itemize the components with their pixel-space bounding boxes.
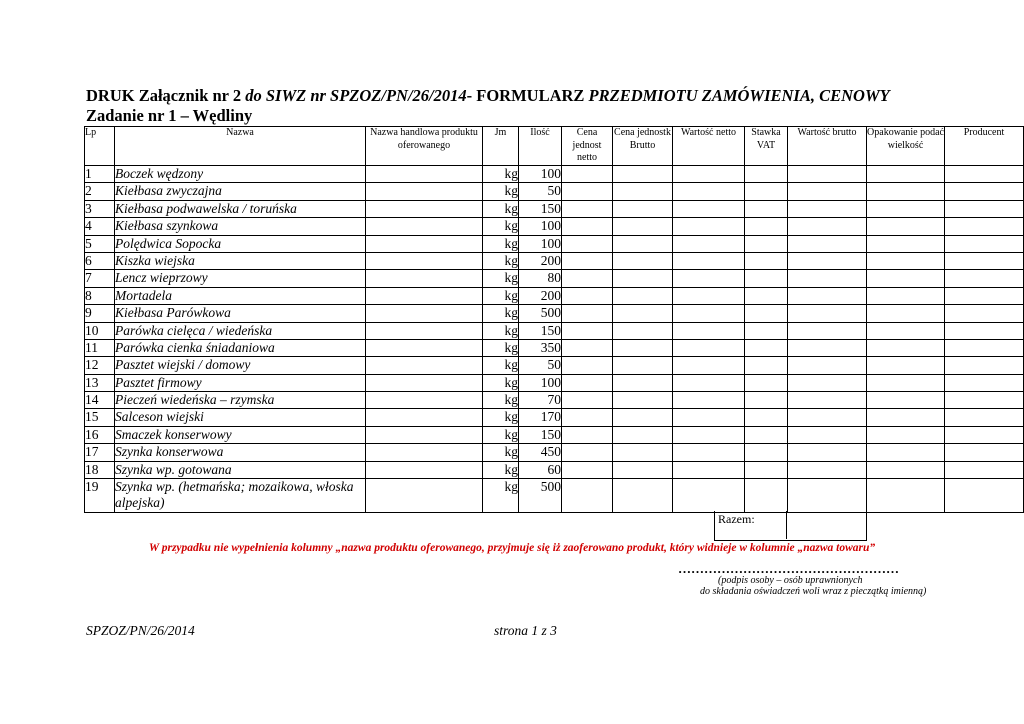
quantity: 150 bbox=[519, 426, 562, 443]
offered-product-cell[interactable] bbox=[366, 305, 483, 322]
price-input-cell[interactable] bbox=[562, 183, 613, 200]
price-input-cell[interactable] bbox=[745, 479, 788, 513]
quantity: 60 bbox=[519, 461, 562, 478]
price-input-cell[interactable] bbox=[745, 252, 788, 269]
price-input-cell[interactable] bbox=[562, 218, 613, 235]
price-input-cell[interactable] bbox=[788, 305, 867, 322]
price-input-cell[interactable] bbox=[945, 374, 1024, 391]
price-input-cell[interactable] bbox=[867, 357, 945, 374]
signature-caption-2: do składania oświadczeń woli wraz z pieczątką imienną) bbox=[700, 586, 927, 597]
offered-product-cell[interactable] bbox=[366, 200, 483, 217]
price-input-cell[interactable] bbox=[745, 322, 788, 339]
table-row bbox=[85, 426, 1024, 443]
price-input-cell[interactable] bbox=[673, 183, 745, 200]
price-input-cell[interactable] bbox=[562, 461, 613, 478]
table-row bbox=[85, 461, 1024, 478]
price-input-cell[interactable] bbox=[788, 218, 867, 235]
product-name: Szynka wp. gotowana bbox=[115, 461, 366, 478]
price-input-cell[interactable] bbox=[673, 200, 745, 217]
unit: kg bbox=[483, 461, 519, 478]
quantity: 50 bbox=[519, 357, 562, 374]
column-header: Stawka VAT bbox=[745, 127, 788, 166]
row-number: 7 bbox=[85, 270, 115, 287]
column-header: Opakowanie podać wielkość bbox=[867, 127, 945, 166]
price-input-cell[interactable] bbox=[945, 200, 1024, 217]
table-row bbox=[85, 287, 1024, 304]
unit: kg bbox=[483, 270, 519, 287]
unit: kg bbox=[483, 409, 519, 426]
quantity: 450 bbox=[519, 444, 562, 461]
product-name: Kiełbasa zwyczajna bbox=[115, 183, 366, 200]
price-input-cell[interactable] bbox=[562, 339, 613, 356]
quantity: 170 bbox=[519, 409, 562, 426]
row-number: 10 bbox=[85, 322, 115, 339]
price-input-cell[interactable] bbox=[788, 357, 867, 374]
price-input-cell[interactable] bbox=[613, 461, 673, 478]
price-input-cell[interactable] bbox=[788, 287, 867, 304]
price-input-cell[interactable] bbox=[788, 270, 867, 287]
unit: kg bbox=[483, 218, 519, 235]
price-input-cell[interactable] bbox=[867, 252, 945, 269]
row-number: 19 bbox=[85, 479, 115, 513]
unit: kg bbox=[483, 392, 519, 409]
price-input-cell[interactable] bbox=[788, 183, 867, 200]
price-input-cell[interactable] bbox=[945, 287, 1024, 304]
price-input-cell[interactable] bbox=[745, 444, 788, 461]
price-input-cell[interactable] bbox=[673, 270, 745, 287]
quantity: 500 bbox=[519, 305, 562, 322]
row-number: 9 bbox=[85, 305, 115, 322]
price-input-cell[interactable] bbox=[745, 305, 788, 322]
table-row bbox=[85, 183, 1024, 200]
price-input-cell[interactable] bbox=[562, 305, 613, 322]
quantity: 350 bbox=[519, 339, 562, 356]
price-input-cell[interactable] bbox=[788, 166, 867, 183]
unit: kg bbox=[483, 200, 519, 217]
price-input-cell[interactable] bbox=[788, 392, 867, 409]
title-prefix: DRUK Załącznik nr 2 bbox=[86, 86, 246, 105]
price-input-cell[interactable] bbox=[945, 479, 1024, 513]
price-input-cell[interactable] bbox=[867, 426, 945, 443]
price-input-cell[interactable] bbox=[562, 374, 613, 391]
column-header: Cena jednost netto bbox=[562, 127, 613, 166]
quantity: 100 bbox=[519, 166, 562, 183]
price-input-cell[interactable] bbox=[673, 479, 745, 513]
title-subject: PRZEDMIOTU ZAMÓWIENIA, CENOWY bbox=[588, 86, 890, 105]
price-input-cell[interactable] bbox=[562, 444, 613, 461]
price-input-cell[interactable] bbox=[673, 339, 745, 356]
price-input-cell[interactable] bbox=[745, 339, 788, 356]
offered-product-cell[interactable] bbox=[366, 287, 483, 304]
price-input-cell[interactable] bbox=[788, 322, 867, 339]
price-input-cell[interactable] bbox=[613, 218, 673, 235]
product-name: Szynka konserwowa bbox=[115, 444, 366, 461]
column-header: Jm bbox=[483, 127, 519, 166]
product-name: Pieczeń wiedeńska – rzymska bbox=[115, 392, 366, 409]
row-number: 1 bbox=[85, 166, 115, 183]
price-input-cell[interactable] bbox=[867, 392, 945, 409]
table-row bbox=[85, 479, 1024, 513]
price-input-cell[interactable] bbox=[673, 235, 745, 252]
unit: kg bbox=[483, 305, 519, 322]
row-number: 14 bbox=[85, 392, 115, 409]
product-name: Parówka cielęca / wiedeńska bbox=[115, 322, 366, 339]
table-row bbox=[85, 252, 1024, 269]
unit: kg bbox=[483, 357, 519, 374]
product-name: Mortadela bbox=[115, 287, 366, 304]
footer-reference: SPZOZ/PN/26/2014 bbox=[86, 623, 195, 638]
row-number: 2 bbox=[85, 183, 115, 200]
price-input-cell[interactable] bbox=[745, 374, 788, 391]
price-input-cell[interactable] bbox=[788, 409, 867, 426]
offered-product-cell[interactable] bbox=[366, 392, 483, 409]
price-input-cell[interactable] bbox=[867, 322, 945, 339]
signature-caption-1: (podpis osoby – osób uprawnionych bbox=[718, 575, 863, 586]
price-input-cell[interactable] bbox=[745, 183, 788, 200]
price-input-cell[interactable] bbox=[613, 444, 673, 461]
price-input-cell[interactable] bbox=[613, 305, 673, 322]
table-header-row bbox=[85, 127, 1024, 166]
price-input-cell[interactable] bbox=[562, 252, 613, 269]
unit: kg bbox=[483, 479, 519, 513]
unit: kg bbox=[483, 287, 519, 304]
price-input-cell[interactable] bbox=[867, 218, 945, 235]
product-name: Szynka wp. (hetmańska; mozaikowa, włoska alpejska) bbox=[115, 479, 366, 513]
price-input-cell[interactable] bbox=[745, 426, 788, 443]
offered-product-cell[interactable] bbox=[366, 322, 483, 339]
price-input-cell[interactable] bbox=[788, 374, 867, 391]
price-input-cell[interactable] bbox=[945, 461, 1024, 478]
total-box bbox=[714, 511, 867, 541]
product-name: Kiełbasa Parówkowa bbox=[115, 305, 366, 322]
offered-product-cell[interactable] bbox=[366, 339, 483, 356]
price-input-cell[interactable] bbox=[745, 166, 788, 183]
price-input-cell[interactable] bbox=[613, 357, 673, 374]
offered-product-cell[interactable] bbox=[366, 444, 483, 461]
row-number: 6 bbox=[85, 252, 115, 269]
price-input-cell[interactable] bbox=[613, 235, 673, 252]
price-input-cell[interactable] bbox=[788, 479, 867, 513]
price-input-cell[interactable] bbox=[788, 235, 867, 252]
row-number: 12 bbox=[85, 357, 115, 374]
price-input-cell[interactable] bbox=[745, 235, 788, 252]
price-input-cell[interactable] bbox=[945, 392, 1024, 409]
price-input-cell[interactable] bbox=[673, 357, 745, 374]
price-input-cell[interactable] bbox=[745, 287, 788, 304]
price-input-cell[interactable] bbox=[673, 444, 745, 461]
price-input-cell[interactable] bbox=[613, 270, 673, 287]
row-number: 4 bbox=[85, 218, 115, 235]
offered-product-cell[interactable] bbox=[366, 252, 483, 269]
unit: kg bbox=[483, 426, 519, 443]
product-name: Kiełbasa szynkowa bbox=[115, 218, 366, 235]
product-name: Lencz wieprzowy bbox=[115, 270, 366, 287]
quantity: 500 bbox=[519, 479, 562, 513]
price-input-cell[interactable] bbox=[745, 357, 788, 374]
quantity: 200 bbox=[519, 252, 562, 269]
price-input-cell[interactable] bbox=[945, 322, 1024, 339]
table-row bbox=[85, 339, 1024, 356]
price-input-cell[interactable] bbox=[673, 409, 745, 426]
price-input-cell[interactable] bbox=[613, 166, 673, 183]
title-form: - FORMULARZ bbox=[466, 86, 589, 105]
price-input-cell[interactable] bbox=[788, 339, 867, 356]
price-input-cell[interactable] bbox=[745, 409, 788, 426]
unit: kg bbox=[483, 444, 519, 461]
offered-product-cell[interactable] bbox=[366, 183, 483, 200]
price-input-cell[interactable] bbox=[867, 235, 945, 252]
row-number: 11 bbox=[85, 339, 115, 356]
unit: kg bbox=[483, 235, 519, 252]
table-row bbox=[85, 374, 1024, 391]
price-input-cell[interactable] bbox=[562, 270, 613, 287]
row-number: 18 bbox=[85, 461, 115, 478]
price-input-cell[interactable] bbox=[945, 183, 1024, 200]
price-input-cell[interactable] bbox=[613, 322, 673, 339]
price-input-cell[interactable] bbox=[745, 392, 788, 409]
price-input-cell[interactable] bbox=[867, 409, 945, 426]
row-number: 17 bbox=[85, 444, 115, 461]
quantity: 70 bbox=[519, 392, 562, 409]
unit: kg bbox=[483, 339, 519, 356]
table-row bbox=[85, 270, 1024, 287]
column-header: Cena jednostk Brutto bbox=[613, 127, 673, 166]
price-input-cell[interactable] bbox=[867, 479, 945, 513]
page-title bbox=[86, 86, 1016, 106]
price-input-cell[interactable] bbox=[673, 426, 745, 443]
price-input-cell[interactable] bbox=[867, 183, 945, 200]
product-name: Kiszka wiejska bbox=[115, 252, 366, 269]
offered-product-cell[interactable] bbox=[366, 409, 483, 426]
quantity: 50 bbox=[519, 183, 562, 200]
price-input-cell[interactable] bbox=[945, 252, 1024, 269]
row-number: 13 bbox=[85, 374, 115, 391]
price-input-cell[interactable] bbox=[867, 374, 945, 391]
table-row bbox=[85, 392, 1024, 409]
offered-product-cell[interactable] bbox=[366, 426, 483, 443]
quantity: 100 bbox=[519, 218, 562, 235]
price-input-cell[interactable] bbox=[613, 287, 673, 304]
price-input-cell[interactable] bbox=[745, 270, 788, 287]
row-number: 5 bbox=[85, 235, 115, 252]
quantity: 200 bbox=[519, 287, 562, 304]
quantity: 80 bbox=[519, 270, 562, 287]
page-number: strona 1 z 3 bbox=[494, 623, 557, 638]
price-input-cell[interactable] bbox=[945, 305, 1024, 322]
price-input-cell[interactable] bbox=[613, 409, 673, 426]
price-input-cell[interactable] bbox=[788, 200, 867, 217]
column-header: Nazwa bbox=[115, 127, 366, 166]
unit: kg bbox=[483, 166, 519, 183]
column-header: Ilość bbox=[519, 127, 562, 166]
column-header: Producent bbox=[945, 127, 1024, 166]
price-input-cell[interactable] bbox=[613, 339, 673, 356]
price-input-cell[interactable] bbox=[945, 444, 1024, 461]
price-input-cell[interactable] bbox=[945, 426, 1024, 443]
price-table bbox=[84, 126, 1024, 513]
price-input-cell[interactable] bbox=[562, 166, 613, 183]
unit: kg bbox=[483, 252, 519, 269]
price-input-cell[interactable] bbox=[613, 426, 673, 443]
price-input-cell[interactable] bbox=[613, 252, 673, 269]
price-input-cell[interactable] bbox=[673, 392, 745, 409]
row-number: 16 bbox=[85, 426, 115, 443]
unit: kg bbox=[483, 374, 519, 391]
offered-product-cell[interactable] bbox=[366, 166, 483, 183]
price-input-cell[interactable] bbox=[867, 200, 945, 217]
price-input-cell[interactable] bbox=[745, 218, 788, 235]
price-input-cell[interactable] bbox=[562, 357, 613, 374]
offered-product-cell[interactable] bbox=[366, 479, 483, 513]
price-input-cell[interactable] bbox=[867, 305, 945, 322]
price-input-cell[interactable] bbox=[745, 461, 788, 478]
table-row bbox=[85, 409, 1024, 426]
row-number: 15 bbox=[85, 409, 115, 426]
price-input-cell[interactable] bbox=[867, 270, 945, 287]
price-input-cell[interactable] bbox=[867, 444, 945, 461]
price-input-cell[interactable] bbox=[945, 166, 1024, 183]
price-input-cell[interactable] bbox=[788, 426, 867, 443]
row-number: 8 bbox=[85, 287, 115, 304]
total-value-cell[interactable] bbox=[786, 511, 865, 539]
table-row bbox=[85, 218, 1024, 235]
price-input-cell[interactable] bbox=[562, 426, 613, 443]
table-row bbox=[85, 444, 1024, 461]
instruction-note: W przypadku nie wypełnienia kolumny „nazwa produktu oferowanego, przyjmuje się iż zaoferowano produkt, który widnieje w kolumnie „nazwa towaru” bbox=[148, 542, 876, 554]
signature-line: …………………………………………… bbox=[678, 561, 899, 576]
price-input-cell[interactable] bbox=[673, 322, 745, 339]
product-name: Kiełbasa podwawelska / toruńska bbox=[115, 200, 366, 217]
table-row bbox=[85, 322, 1024, 339]
title-ref: do SIWZ nr SPZOZ/PN/26/2014 bbox=[245, 86, 467, 105]
price-input-cell[interactable] bbox=[945, 409, 1024, 426]
price-input-cell[interactable] bbox=[788, 461, 867, 478]
price-input-cell[interactable] bbox=[867, 339, 945, 356]
price-input-cell[interactable] bbox=[562, 200, 613, 217]
price-input-cell[interactable] bbox=[673, 252, 745, 269]
price-input-cell[interactable] bbox=[788, 252, 867, 269]
quantity: 100 bbox=[519, 235, 562, 252]
price-input-cell[interactable] bbox=[867, 461, 945, 478]
offered-product-cell[interactable] bbox=[366, 270, 483, 287]
price-input-cell[interactable] bbox=[673, 287, 745, 304]
price-input-cell[interactable] bbox=[562, 235, 613, 252]
quantity: 150 bbox=[519, 200, 562, 217]
price-input-cell[interactable] bbox=[867, 166, 945, 183]
price-input-cell[interactable] bbox=[613, 183, 673, 200]
price-input-cell[interactable] bbox=[562, 409, 613, 426]
unit: kg bbox=[483, 322, 519, 339]
table-row bbox=[85, 235, 1024, 252]
price-input-cell[interactable] bbox=[673, 374, 745, 391]
offered-product-cell[interactable] bbox=[366, 461, 483, 478]
quantity: 150 bbox=[519, 322, 562, 339]
column-header: Lp bbox=[85, 127, 115, 166]
table-row bbox=[85, 166, 1024, 183]
price-input-cell[interactable] bbox=[613, 200, 673, 217]
column-header: Nazwa handlowa produktu oferowanego bbox=[366, 127, 483, 166]
price-input-cell[interactable] bbox=[745, 200, 788, 217]
price-input-cell[interactable] bbox=[945, 218, 1024, 235]
price-input-cell[interactable] bbox=[673, 305, 745, 322]
unit: kg bbox=[483, 183, 519, 200]
price-input-cell[interactable] bbox=[562, 287, 613, 304]
product-name: Parówka cienka śniadaniowa bbox=[115, 339, 366, 356]
price-input-cell[interactable] bbox=[867, 287, 945, 304]
price-input-cell[interactable] bbox=[562, 392, 613, 409]
quantity: 100 bbox=[519, 374, 562, 391]
price-input-cell[interactable] bbox=[945, 270, 1024, 287]
price-input-cell[interactable] bbox=[613, 479, 673, 513]
price-input-cell[interactable] bbox=[613, 392, 673, 409]
price-input-cell[interactable] bbox=[613, 374, 673, 391]
price-input-cell[interactable] bbox=[945, 357, 1024, 374]
price-input-cell[interactable] bbox=[945, 339, 1024, 356]
product-name: Salceson wiejski bbox=[115, 409, 366, 426]
offered-product-cell[interactable] bbox=[366, 235, 483, 252]
table-row bbox=[85, 305, 1024, 322]
task-title: Zadanie nr 1 – Wędliny bbox=[86, 106, 253, 125]
product-name: Pasztet firmowy bbox=[115, 374, 366, 391]
column-header: Wartość netto bbox=[673, 127, 745, 166]
table-row bbox=[85, 357, 1024, 374]
price-input-cell[interactable] bbox=[562, 322, 613, 339]
offered-product-cell[interactable] bbox=[366, 357, 483, 374]
total-label: Razem: bbox=[718, 512, 755, 526]
product-name: Polędwica Sopocka bbox=[115, 235, 366, 252]
price-input-cell[interactable] bbox=[562, 479, 613, 513]
row-number: 3 bbox=[85, 200, 115, 217]
column-header: Wartość brutto bbox=[788, 127, 867, 166]
product-name: Boczek wędzony bbox=[115, 166, 366, 183]
price-input-cell[interactable] bbox=[945, 235, 1024, 252]
price-input-cell[interactable] bbox=[673, 166, 745, 183]
product-name: Smaczek konserwowy bbox=[115, 426, 366, 443]
offered-product-cell[interactable] bbox=[366, 374, 483, 391]
table-row bbox=[85, 200, 1024, 217]
offered-product-cell[interactable] bbox=[366, 218, 483, 235]
price-input-cell[interactable] bbox=[673, 218, 745, 235]
price-input-cell[interactable] bbox=[673, 461, 745, 478]
price-input-cell[interactable] bbox=[788, 444, 867, 461]
product-name: Pasztet wiejski / domowy bbox=[115, 357, 366, 374]
